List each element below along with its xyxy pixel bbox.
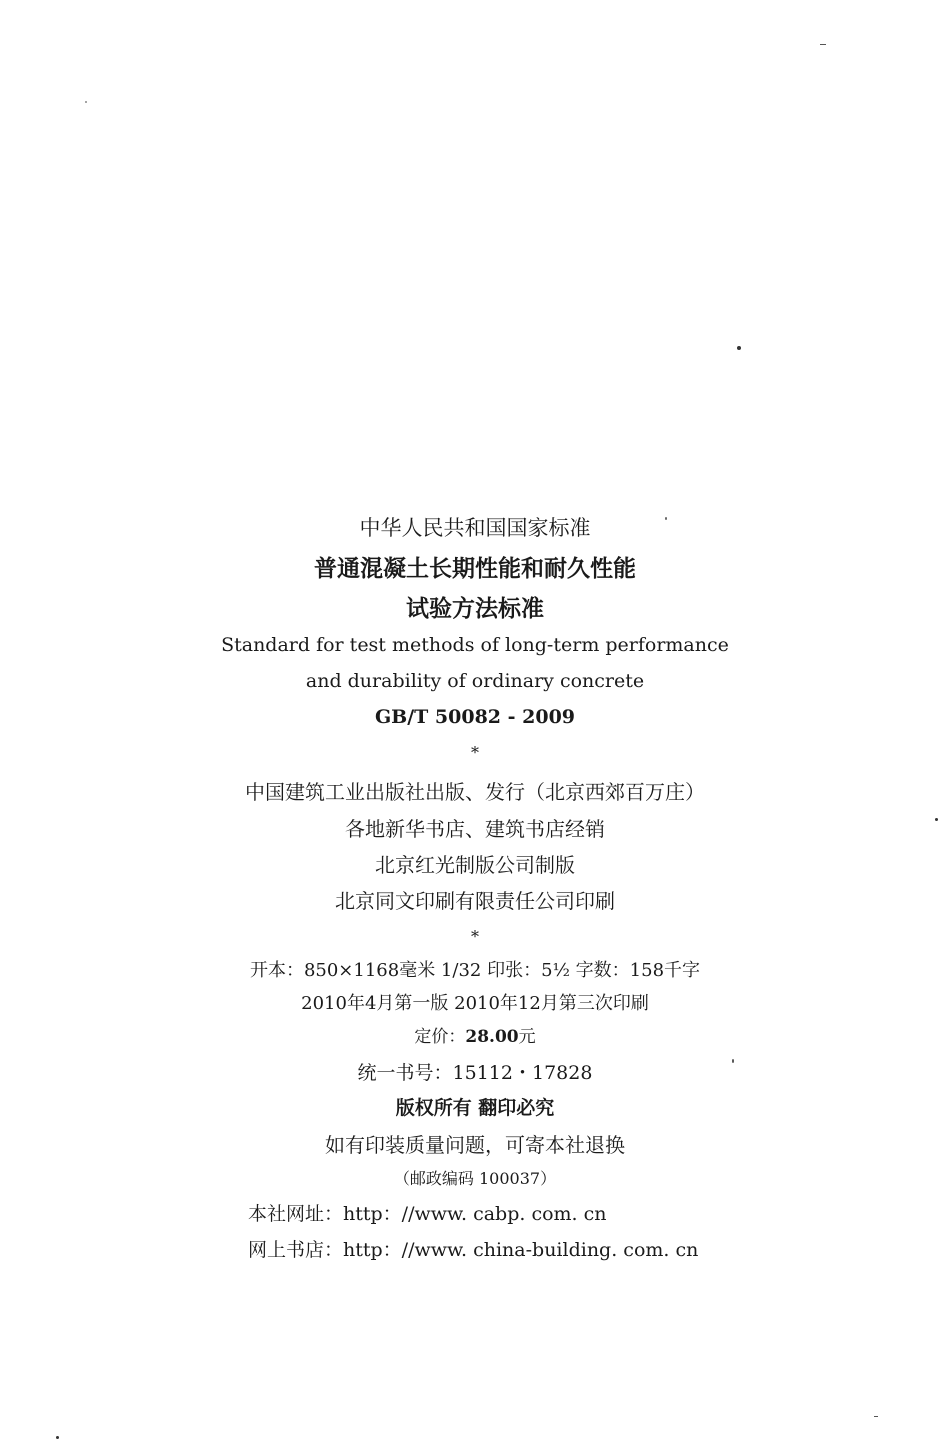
english-title-line-1: Standard for test methods of long-term performance <box>221 634 729 656</box>
price-unit: 元 <box>518 1027 536 1047</box>
price-label: 定价： <box>414 1027 466 1047</box>
standard-type: 中华人民共和国国家标准 <box>359 516 591 540</box>
publisher: 中国建筑工业出版社出版、发行（北京西郊百万庄） <box>245 780 705 804</box>
price-value: 28.00 <box>465 1027 519 1047</box>
return-note: 如有印装质量问题，可寄本社退换 <box>325 1133 625 1157</box>
scan-speck <box>85 101 87 103</box>
copyright-notice: 版权所有 翻印必究 <box>395 1097 555 1119</box>
separator-asterisk: * <box>471 743 479 762</box>
format-specs: 开本：850×1168毫米 1/32 印张：5½ 字数：158千字 <box>249 960 701 981</box>
scan-mark <box>820 44 826 45</box>
title-line-1: 普通混凝土长期性能和耐久性能 <box>314 555 636 582</box>
book-number: 统一书号：15112・17828 <box>357 1062 593 1084</box>
title-line-2: 试验方法标准 <box>406 595 544 622</box>
separator-asterisk: * <box>471 927 479 946</box>
price-line <box>0 1029 950 1046</box>
edition-info: 2010年4月第一版 2010年12月第三次印刷 <box>301 993 649 1014</box>
publisher-website: 本社网址：http：//www. cabp. com. cn <box>248 1203 607 1225</box>
plate-maker: 北京红光制版公司制版 <box>375 853 575 877</box>
printer: 北京同文印刷有限责任公司印刷 <box>335 889 615 913</box>
scan-speck <box>56 1436 59 1439</box>
postcode: （邮政编码 100037） <box>393 1169 557 1188</box>
scan-mark <box>874 1416 878 1417</box>
scan-speck <box>732 1059 734 1063</box>
scan-speck <box>737 346 741 350</box>
standard-code: GB/T 50082 - 2009 <box>374 706 576 728</box>
english-title-line-2: and durability of ordinary concrete <box>305 670 645 692</box>
distributor: 各地新华书店、建筑书店经销 <box>345 817 605 841</box>
online-bookstore: 网上书店：http：//www. china-building. com. cn <box>248 1239 699 1261</box>
